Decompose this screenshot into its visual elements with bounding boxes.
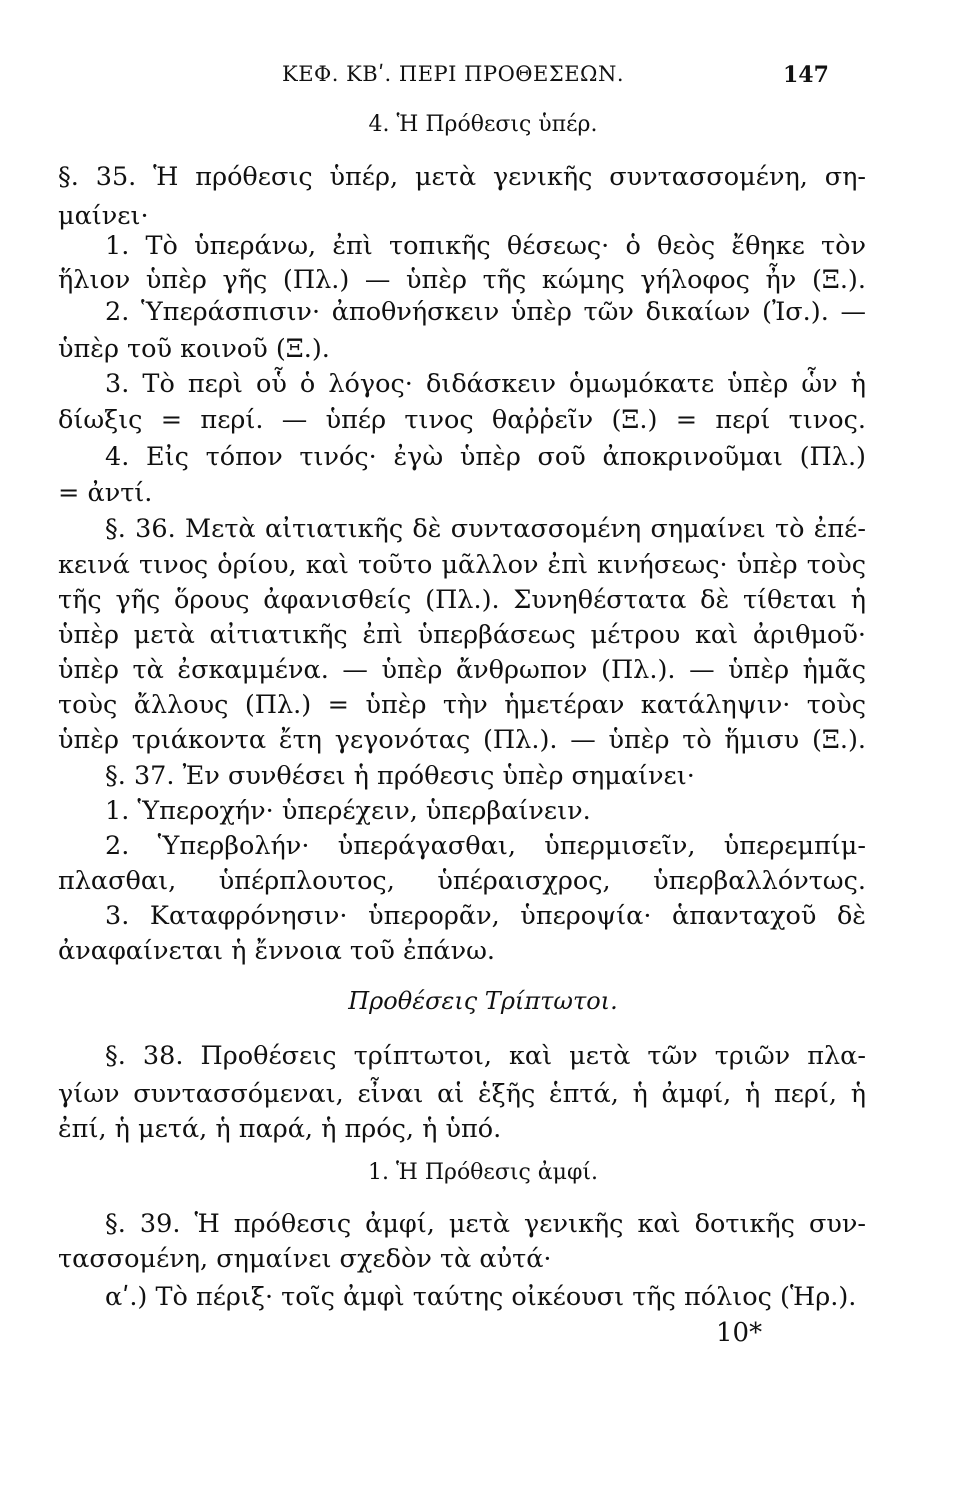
text-line: μαίνει· [58,201,149,231]
section-title: Προθέσεις Τρίπτωτοι. [348,987,618,1015]
text-line: §. 39. Ἡ πρόθεσις ἀμφί, μετὰ γενικῆς καὶ δοτικῆς συν- [105,1209,866,1239]
text-line: §. 35. Ἡ πρόθεσις ὑπέρ, μετὰ γενικῆς συντασσομένη, ση- [58,162,866,192]
text-line: ἀναφαίνεται ἡ ἔννοια τοῦ ἐπάνω. [58,936,496,966]
text-line: τοὺς ἄλλους (Πλ.) = ὑπὲρ τὴν ἡμετέραν κατάληψιν· τοὺς [58,690,866,720]
text-line: 2. Ὑπεράσπισιν· ἀποθνήσκειν ὑπὲρ τῶν δικαίων (Ἰσ.). — [105,297,866,327]
text-line: ὑπὲρ τοῦ κοινοῦ (Ξ.). [58,334,330,364]
text-line: αʹ.) Τὸ πέριξ· τοῖς ἀμφὶ ταύτης οἰκέουσι τῆς πόλιος (Ἡρ.). [105,1282,857,1312]
text-line: ἥλιον ὑπὲρ γῆς (Πλ.) — ὑπὲρ τῆς κώμης γήλοφος ἦν (Ξ.). [58,265,866,295]
text-line: §. 36. Μετὰ αἰτιατικῆς δὲ συντασσομένη σημαίνει τὸ ἐπέ- [105,514,866,544]
text-line: πλασθαι, ὑπέρπλουτος, ὑπέραισχρος, ὑπερβαλλόντως. [58,866,866,896]
text-line: 1. Ὑπεροχήν· ὑπερέχειν, ὑπερβαίνειν. [105,796,591,826]
text-line: τασσομένη, σημαίνει σχεδὸν τὰ αὐτά· [58,1244,552,1274]
text-line: γίων συντασσόμεναι, εἶναι αἱ ἑξῆς ἑπτά, ἡ ἀμφί, ἡ περί, ἡ [58,1079,866,1109]
text-line: 1. Τὸ ὑπεράνω, ἐπὶ τοπικῆς θέσεως· ὁ θεὸς ἔθηκε τὸν [105,231,866,261]
subheading-hyper: 4. Ἡ Πρόθεσις ὑπέρ. [368,112,598,137]
running-title: ΚΕΦ. ΚΒʹ. ΠΕΡΙ ΠΡΟΘΕΣΕΩΝ. [282,62,624,86]
text-line: = ἀντί. [58,478,153,508]
signature-mark: 10* [716,1318,763,1348]
text-line: ὑπὲρ τὰ ἐσκαμμένα. — ὑπὲρ ἄνθρωπον (Πλ.). — ὑπὲρ ἡμᾶς [58,655,866,685]
text-line: 3. Τὸ περὶ οὗ ὁ λόγος· διδάσκειν ὁμωμόκατε ὑπὲρ ὧν ἡ [105,369,866,399]
text-line: §. 37. Ἐν συνθέσει ἡ πρόθεσις ὑπὲρ σημαίνει· [105,761,695,791]
text-line: 4. Εἰς τόπον τινός· ἐγὼ ὑπὲρ σοῦ ἀποκρινοῦμαι (Πλ.) [105,442,866,472]
text-line: δίωξις = περί. — ὑπέρ τινος θαῤῥεῖν (Ξ.) = περί τινος. [58,405,866,435]
page-number: 147 [783,62,829,88]
subheading-amphi: 1. Ἡ Πρόθεσις ἀμφί. [368,1160,598,1185]
text-line: ἐπί, ἡ μετά, ἡ παρά, ἡ πρός, ἡ ὑπό. [58,1114,502,1144]
text-line: §. 38. Προθέσεις τρίπτωτοι, καὶ μετὰ τῶν τριῶν πλα- [105,1041,866,1071]
text-line: κεινά τινος ὁρίου, καὶ τοῦτο μᾶλλον ἐπὶ κινήσεως· ὑπὲρ τοὺς [58,550,866,580]
text-line: ὑπὲρ μετὰ αἰτιατικῆς ἐπὶ ὑπερβάσεως μέτρου καὶ ἀριθμοῦ· [58,620,866,650]
text-line: 3. Καταφρόνησιν· ὑπερορᾶν, ὑπεροψία· ἁπανταχοῦ δὲ [105,901,866,931]
text-line: 2. Ὑπερβολήν· ὑπεράγασθαι, ὑπερμισεῖν, ὑπερεμπίμ- [105,831,866,861]
text-line: ὑπὲρ τριάκοντα ἔτη γεγονότας (Πλ.). — ὑπὲρ τὸ ἥμισυ (Ξ.). [58,725,866,755]
text-line: τῆς γῆς ὅρους ἀφανισθείς (Πλ.). Συνηθέστατα δὲ τίθεται ἡ [58,585,866,615]
